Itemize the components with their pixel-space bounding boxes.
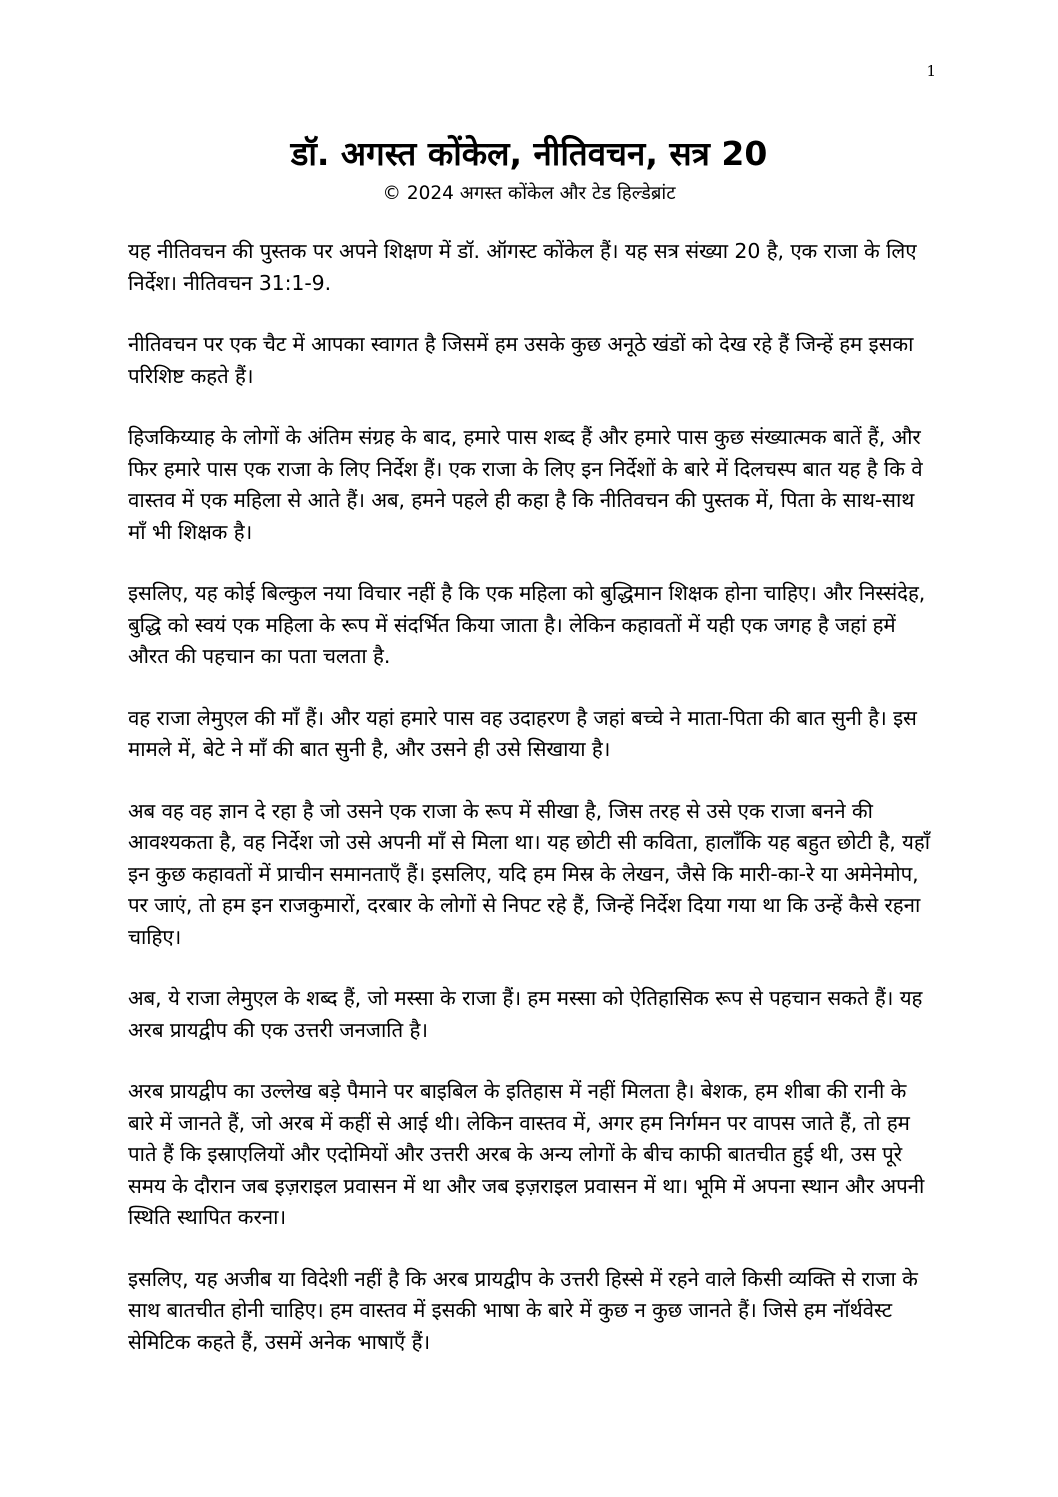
paragraph-5: वह राजा लेमुएल की माँ हैं। और यहां हमारे पास वह उदाहरण है जहां बच्चे ने माता-पिता की बात सुनी है। इस मामले में, बेटे ने माँ की बात सुनी है, और उसने ही उसे सिखाया है।: [128, 705, 917, 761]
paragraph-8: अरब प्रायद्वीप का उल्लेख बड़े पैमाने पर बाइबिल के इतिहास में नहीं मिलता है। बेशक, हम शीबा की रानी के बारे में जानते हैं, जो अरब में कहीं से आई थी। लेकिन वास्तव में, अगर हम निर्गमन पर वापस जाते हैं, तो हम पाते हैं कि इस्राएलियों और एदोमियों और उत्तरी अरब के अन्य लोगों के बीच काफी बातचीत हुई थी, उस पूरे समय के दौरान जब इज़राइल प्रवासन में था और जब इज़राइल प्रवासन में था। भूमि में अपना स्थान और अपनी स्थिति स्थापित करना।: [128, 1079, 925, 1229]
document-body: [128, 236, 933, 1388]
paragraph-1: यह नीतिवचन की पुस्तक पर अपने शिक्षण में डॉ. ऑगस्ट कोंकेल हैं। यह सत्र संख्या 20 है, एक राजा के लिए निर्देश। नीतिवचन 31:1-9.: [128, 239, 917, 295]
paragraph-2: नीतिवचन पर एक चैट में आपका स्वागत है जिसमें हम उसके कुछ अनूठे खंडों को देख रहे हैं जिन्हें हम इसका परिशिष्ट कहते हैं।: [128, 332, 914, 388]
copyright-line: © 2024 अगस्त कोंकेल और टेड हिल्डेब्रांट: [382, 183, 676, 204]
document-title: डॉ. अगस्त कोंकेल, नीतिवचन, सत्र 20: [290, 134, 768, 173]
paragraph-7: अब, ये राजा लेमुएल के शब्द हैं, जो मस्सा के राजा हैं। हम मस्सा को ऐतिहासिक रूप से पहचान सकते हैं। यह अरब प्रायद्वीप की एक उत्तरी जनजाति है।: [128, 986, 923, 1042]
page-number: 1: [926, 62, 936, 80]
paragraph-3: हिजकिय्याह के लोगों के अंतिम संग्रह के बाद, हमारे पास शब्द हैं और हमारे पास कुछ संख्यात्मक बातें हैं, और फिर हमारे पास एक राजा के लिए निर्देश हैं। एक राजा के लिए इन निर्देशों के बारे में दिलचस्प बात यह है कि वे वास्तव में एक महिला से आते हैं। अब, हमने पहले ही कहा है कि नीतिवचन की पुस्तक में, पिता के साथ-साथ माँ भी शिक्षक है।: [128, 425, 923, 544]
paragraph-6: अब वह वह ज्ञान दे रहा है जो उसने एक राजा के रूप में सीखा है, जिस तरह से उसे एक राजा बनने की आवश्यकता है, वह निर्देश जो उसे अपनी माँ से मिला था। यह छोटी सी कविता, हालाँकि यह बहुत छोटी है, यहाँ इन कुछ कहावतों में प्राचीन समानताएँ हैं। इसलिए, यदि हम मिस्र के लेखन, जैसे कि मारी-का-रे या अमेनेमोप, पर जाएं, तो हम इन राजकुमारों, दरबार के लोगों से निपट रहे हैं, जिन्हें निर्देश दिया गया था कि उन्हें कैसे रहना चाहिए।: [128, 798, 930, 949]
paragraph-4: इसलिए, यह कोई बिल्कुल नया विचार नहीं है कि एक महिला को बुद्धिमान शिक्षक होना चाहिए। और निस्संदेह, बुद्धि को स्वयं एक महिला के रूप में संदर्भित किया जाता है। लेकिन कहावतों में यही एक जगह है जहां हमें औरत की पहचान का पता चलता है.: [128, 581, 926, 668]
paragraph-9: इसलिए, यह अजीब या विदेशी नहीं है कि अरब प्रायद्वीप के उत्तरी हिस्से में रहने वाले किसी व्यक्ति से राजा के साथ बातचीत होनी चाहिए। हम वास्तव में इसकी भाषा के बारे में कुछ न कुछ जानते हैं। जिसे हम नॉर्थवेस्ट सेमिटिक कहते हैं, उसमें अनेक भाषाएँ हैं।: [128, 1266, 918, 1354]
